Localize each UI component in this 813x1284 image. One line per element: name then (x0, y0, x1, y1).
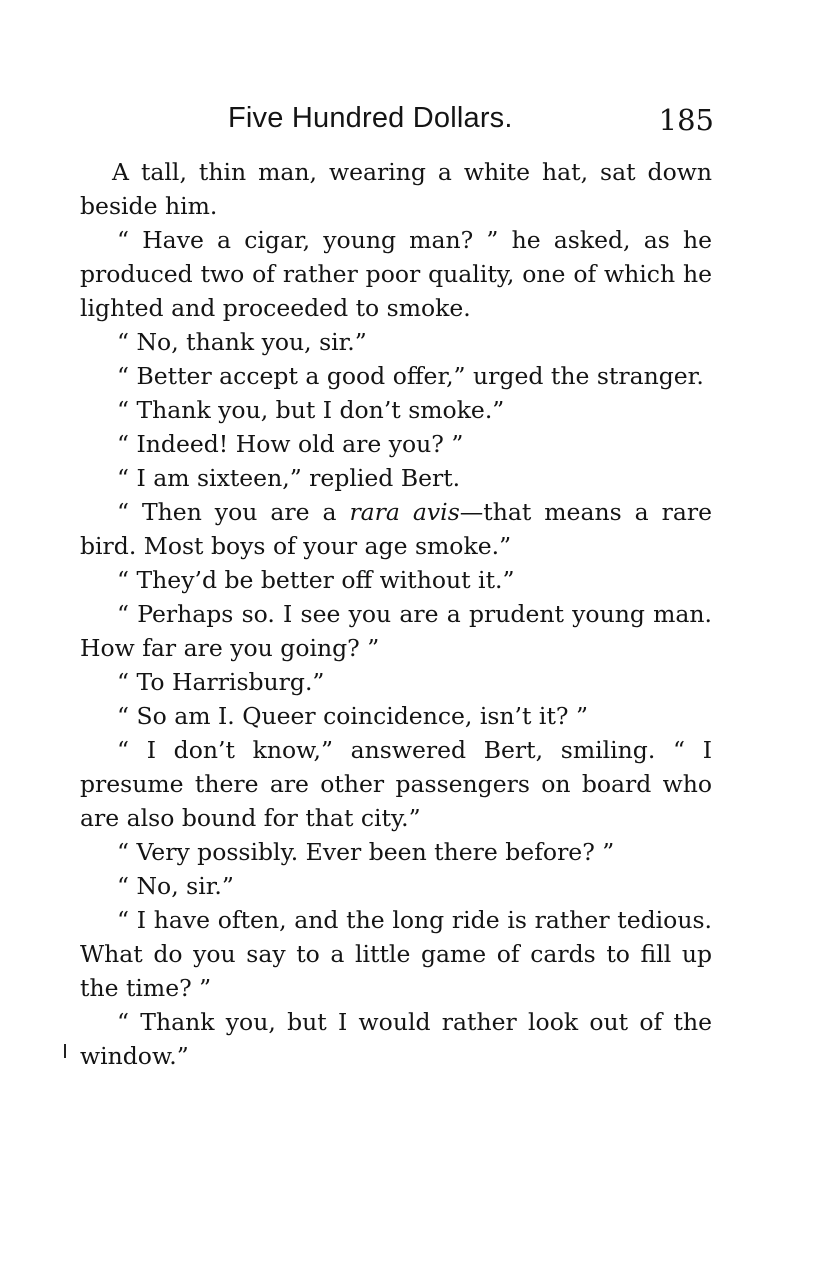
paragraph-10: “ Perhaps so. I see you are a prudent young man. How far are you going? ” (80, 600, 712, 662)
body-text (80, 155, 712, 1073)
italic-phrase: rara avis (349, 498, 460, 526)
page-header (80, 96, 720, 140)
paragraph-8-after: —that means a rare bird. Most boys of your age smoke.” (80, 498, 712, 560)
paragraph-17: “ Thank you, but I would rather look out of the window.” (80, 1008, 712, 1070)
page-number: 185 (658, 103, 714, 137)
paragraph-6: “ Indeed! How old are you? ” (117, 430, 464, 458)
paragraph-3: “ No, thank you, sir.” (117, 328, 367, 356)
paragraph-9: “ They’d be better off without it.” (117, 566, 515, 594)
paragraph-7: “ I am sixteen,” replied Bert. (117, 464, 461, 492)
paragraph-14: “ Very possibly. Ever been there before? ” (117, 838, 615, 866)
paragraph-16: “ I have often, and the long ride is rather tedious. What do you say to a little game of cards to fill up the time? ” (80, 906, 712, 1002)
paragraph-5: “ Thank you, but I don’t smoke.” (117, 396, 505, 424)
paragraph-1: A tall, thin man, wearing a white hat, sat down beside him. (80, 158, 712, 220)
margin-mark (64, 1044, 66, 1058)
paragraph-4: “ Better accept a good offer,” urged the stranger. (117, 362, 704, 390)
running-title: Five Hundred Dollars. (228, 102, 513, 134)
paragraph-15: “ No, sir.” (117, 872, 234, 900)
paragraph-11: “ To Harrisburg.” (117, 668, 325, 696)
paragraph-13: “ I don’t know,” answered Bert, smiling. “ I presume there are other passengers on board who are also bound for that city.” (80, 736, 712, 832)
paragraph-8-before: “ Then you are a (117, 498, 350, 526)
paragraph-2: “ Have a cigar, young man? ” he asked, as he produced two of rather poor quality, one of which he lighted and proceeded to smoke. (80, 226, 712, 322)
paragraph-12: “ So am I. Queer coincidence, isn’t it? ” (117, 702, 588, 730)
paragraph-8 (80, 495, 712, 563)
